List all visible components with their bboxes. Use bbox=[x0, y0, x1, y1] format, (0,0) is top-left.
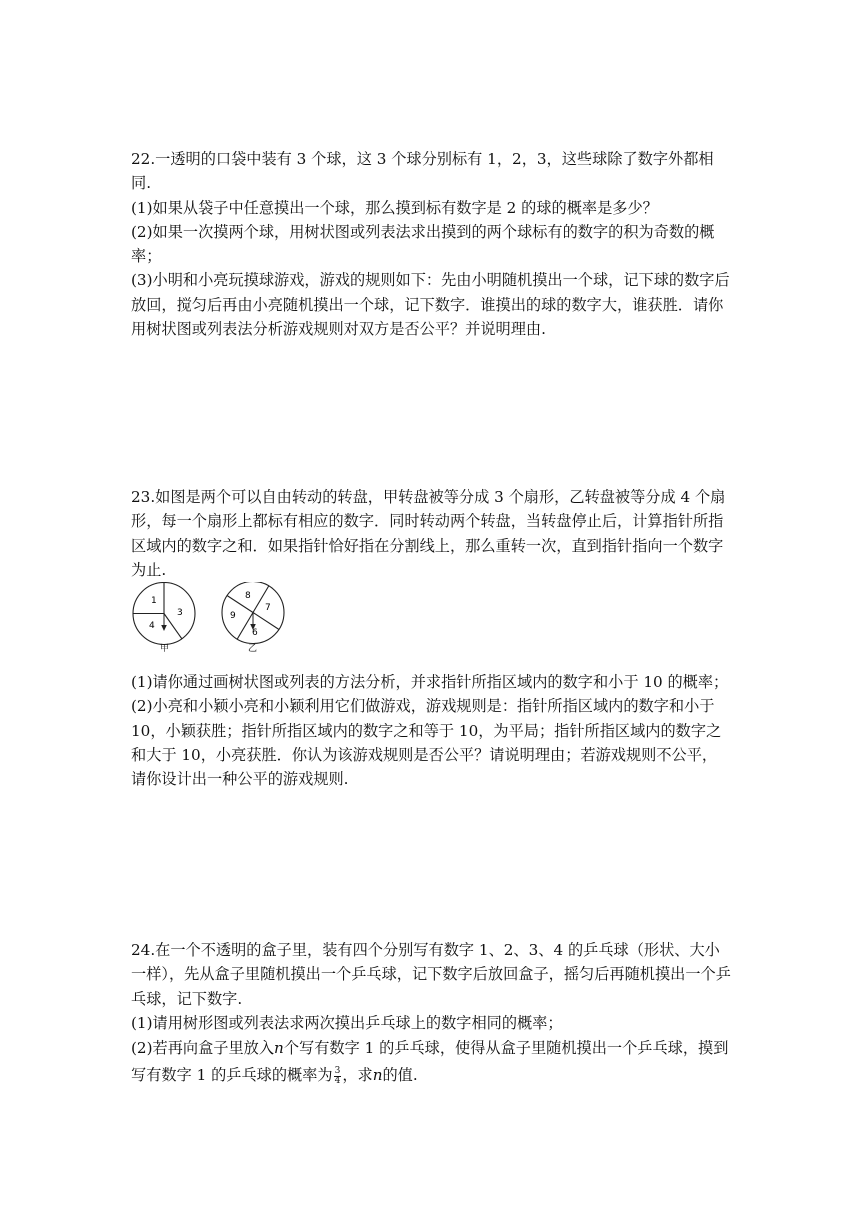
spinner-wheels bbox=[131, 582, 331, 646]
spinner-b-number-9: 9 bbox=[230, 611, 236, 622]
variable-n: n bbox=[274, 1039, 284, 1058]
problem-23-part-1: (1)请你通过画树状图或列表的方法分析，并求指针所指区域内的数字和小于 10 的概率； bbox=[131, 673, 729, 692]
problem-24-part-2 bbox=[131, 1035, 731, 1089]
problem-22-stem: 22.一透明的口袋中装有 3 个球，这 3 个球分别标有 1，2，3，这些球除了数字外都相同. bbox=[131, 150, 714, 193]
problem-22-part-1: (1)如果从袋子中任意摸出一个球，那么摸到标有数字是 2 的球的概率是多少？ bbox=[131, 198, 658, 217]
part-2-text-before-n: (2)若再向盒子里放入 bbox=[131, 1039, 275, 1058]
spinner-b-number-7: 7 bbox=[265, 603, 271, 614]
problem-22-part-3: (3)小明和小亮玩摸球游戏，游戏的规则如下：先由小明随机摸出一个球，记下球的数字后放回，搅匀后再由小亮随机摸出一个球，记下数字．谁摸出的球的数字大，谁获胜．请你用树状图或列表法分析游戏规则对双方是否公平？并说明理由. bbox=[131, 271, 730, 339]
spinner-figure bbox=[131, 582, 731, 670]
part-2-text-after-n: 个写有数字 1 的乒乓球，使得从盒子里随机摸出一个乒乓球，摸到写有数字 1 的乒乓球的概率为 bbox=[131, 1039, 729, 1085]
spinner-a-number-4: 4 bbox=[149, 621, 155, 632]
spinner-b bbox=[222, 582, 284, 644]
problem-24-part-1: (1)请用树形图或列表法求两次摸出乒乓球上的数字相同的概率； bbox=[131, 1013, 563, 1032]
fraction-denominator: 4 bbox=[334, 1075, 341, 1086]
problem-24 bbox=[131, 938, 731, 1089]
spinner-a-number-3: 3 bbox=[177, 608, 183, 619]
problem-23-stem: 23.如图是两个可以自由转动的转盘，甲转盘被等分成 3 个扇形，乙转盘被等分成 4 个扇形，每一个扇形上都标有相应的数字．同时转动两个转盘，当转盘停止后，计算指针所指区域内的数字之和．如果指针恰好指在分割线上，那么重转一次，直到指针指向一个数字为止. bbox=[131, 488, 726, 579]
spinner-b-number-6: 6 bbox=[252, 628, 258, 639]
problem-23-part-2: (2)小亮和小颖小亮和小颖利用它们做游戏，游戏规则是：指针所指区域内的数字和小于 10，小颖获胜；指针所指区域内的数字之和等于 10，为平局；指针所指区域内的数字之和大于 10，小亮获胜．你认为该游戏规则是否公平？请说明理由；若游戏规则不公平，请你设计出一种公平的游戏规则. bbox=[131, 697, 722, 789]
variable-n-2: n bbox=[372, 1066, 383, 1085]
fraction-numerator: 3 bbox=[334, 1065, 341, 1076]
fraction-three-quarters bbox=[334, 1067, 342, 1086]
problem-22 bbox=[131, 147, 731, 341]
problem-24-stem: 24.在一个不透明的盒子里，装有四个分别写有数字 1、2、3、4 的乒乓球（形状、大小一样），先从盒子里随机摸出一个乒乓球，记下数字后放回盒子，摇匀后再随机摸出一个乒乓球，记下数字. bbox=[131, 941, 731, 1008]
spinner-a-caption: 甲 bbox=[160, 644, 170, 655]
spinner-b-caption: 乙 bbox=[248, 644, 258, 655]
spinner-a bbox=[133, 583, 195, 645]
part-2-text-after-fraction: ，求 bbox=[342, 1066, 373, 1085]
problem-23 bbox=[131, 485, 731, 792]
spinner-a-number-1: 1 bbox=[151, 596, 157, 607]
spinner-b-number-8: 8 bbox=[245, 591, 251, 602]
part-2-ending: 的值. bbox=[382, 1066, 418, 1085]
problem-22-part-2: (2)如果一次摸两个球，用树状图或列表法求出摸到的两个球标有的数字的积为奇数的概率； bbox=[131, 222, 715, 266]
